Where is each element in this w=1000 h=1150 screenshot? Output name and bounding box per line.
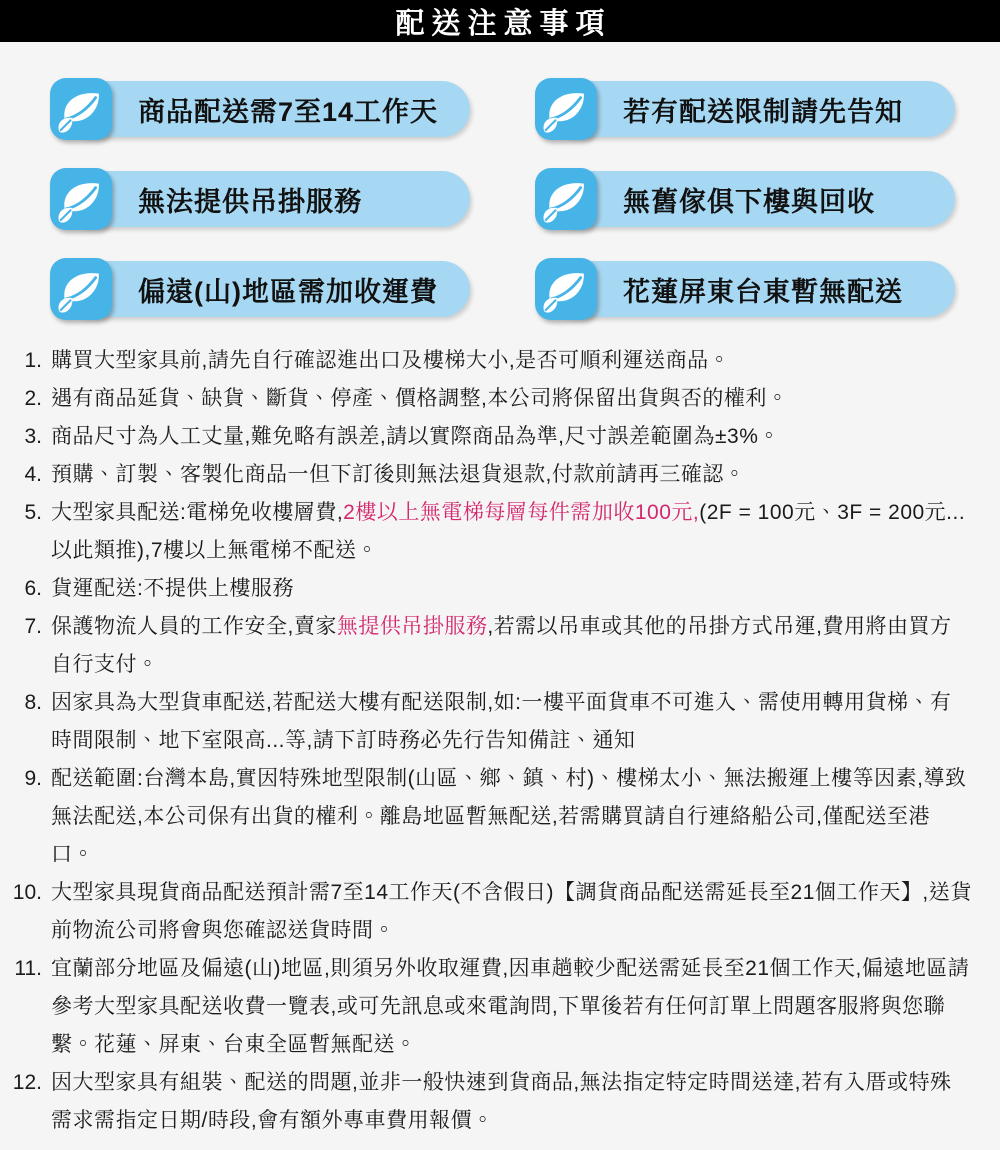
page-title-bar [0,0,1000,42]
badges-grid [0,42,1000,320]
note-text [51,418,972,456]
note-number: 7. [24,615,42,638]
leaf-icon [50,78,112,140]
leaf-icon [50,168,112,230]
note-segment: 保護物流人員的工作安全,賣家 [51,615,337,638]
note-segment: 大型家具現貨商品配送預計需7至14工作天(不含假日)【調貨商品配送需延長至21個工作天】,送貨前物流公司將會與您確認送貨時間。 [51,881,972,942]
delivery-badge [50,258,470,320]
delivery-badge [535,78,955,140]
notes-list [0,342,1000,1140]
note-highlight-segment: 無提供吊掛服務 [336,615,488,638]
note-segment: 購買大型家具前,請先自行確認進出口及樓梯大小,是否可順利運送商品。 [51,349,731,372]
leaf-icon [50,258,112,320]
note-segment: (2F = 100元、3F = 200元...以此類推),7樓以上無電梯不配送。 [51,501,966,562]
note-segment: 商品尺寸為人工丈量,難免略有誤差,請以實際商品為準,尺寸誤差範圍為±3%。 [51,425,780,448]
note-number: 9. [24,767,42,790]
delivery-badge [50,168,470,230]
note-segment: 預購、訂製、客製化商品一但下訂後則無法退貨退款,付款前請再三確認。 [51,463,746,486]
note-number: 4. [24,463,42,486]
note-segment: 貨運配送:不提供上樓服務 [51,577,294,600]
leaf-icon [535,258,597,320]
note-segment: 遇有商品延貨、缺貨、斷貨、停產、價格調整,本公司將保留出貨與否的權利。 [51,387,789,410]
badge-label: 商品配送需7至14工作天 [62,81,470,137]
note-segment: 因家具為大型貨車配送,若配送大樓有配送限制,如:一樓平面貨車不可進入、需使用轉用貨梯、有時間限制、地下室限高...等,請下訂時務必先行告知備註、通知 [51,691,952,752]
badge-label: 花蓮屏東台東暫無配送 [547,261,955,317]
leaf-icon [535,78,597,140]
note-number: 6. [24,577,42,600]
note-number: 10. [12,881,42,904]
delivery-badge [535,168,955,230]
note-number: 5. [24,501,42,524]
note-number: 3. [24,425,42,448]
note-text [51,950,972,1064]
note-item [0,418,972,456]
note-text [51,760,972,874]
note-segment: 因大型家具有組裝、配送的問題,並非一般快速到貨商品,無法指定特定時間送達,若有入厝或特殊需求需指定日期/時段,會有額外專車費用報價。 [51,1071,952,1132]
note-text [51,342,972,380]
note-text [51,570,972,608]
note-segment: 宜蘭部分地區及偏遠(山)地區,則須另外收取運費,因車趟較少配送需延長至21個工作天,偏遠地區請參考大型家具配送收費一覽表,或可先訊息或來電詢問,下單後若有任何訂單上問題客服將與您聯繫。花蓮、屏東、台東全區暫無配送。 [51,957,970,1056]
note-text [51,456,972,494]
badge-label: 無舊傢俱下樓與回收 [547,171,955,227]
delivery-badge [535,258,955,320]
note-item [0,494,972,570]
note-segment: 配送範圍:台灣本島,實因特殊地型限制(山區、鄉、鎮、村)、樓梯太小、無法搬運上樓等因素,導致無法配送,本公司保有出貨的權利。離島地區暫無配送,若需購買請自行連絡船公司,僅配送至港口。 [51,767,967,866]
note-text [51,380,972,418]
note-text [51,1064,972,1140]
delivery-badge [50,78,470,140]
note-highlight-segment: 2樓以上無電梯每層每件需加收100元, [343,501,700,524]
note-text [51,608,972,684]
note-number: 11. [14,957,42,980]
note-text [51,874,972,950]
note-item [0,1064,972,1140]
note-text [51,494,972,570]
note-segment: ,若需以吊車或其他的吊掛方式吊運,費用將由買方自行支付。 [51,615,952,676]
leaf-icon [535,168,597,230]
badge-label: 偏遠(山)地區需加收運費 [62,261,470,317]
note-number: 2. [24,387,42,410]
note-item [0,608,972,684]
note-text [51,684,972,760]
note-item [0,380,972,418]
badge-label: 若有配送限制請先告知 [547,81,955,137]
badge-label: 無法提供吊掛服務 [62,171,470,227]
note-item [0,950,972,1064]
page-title: 配送注意事項 [395,7,612,40]
note-item [0,342,972,380]
note-number: 12. [12,1071,42,1094]
note-item [0,456,972,494]
note-item [0,760,972,874]
note-segment: 大型家具配送:電梯免收樓層費, [51,501,344,524]
note-item [0,570,972,608]
note-item [0,874,972,950]
note-item [0,684,972,760]
note-number: 1. [24,349,42,372]
note-number: 8. [24,691,42,714]
